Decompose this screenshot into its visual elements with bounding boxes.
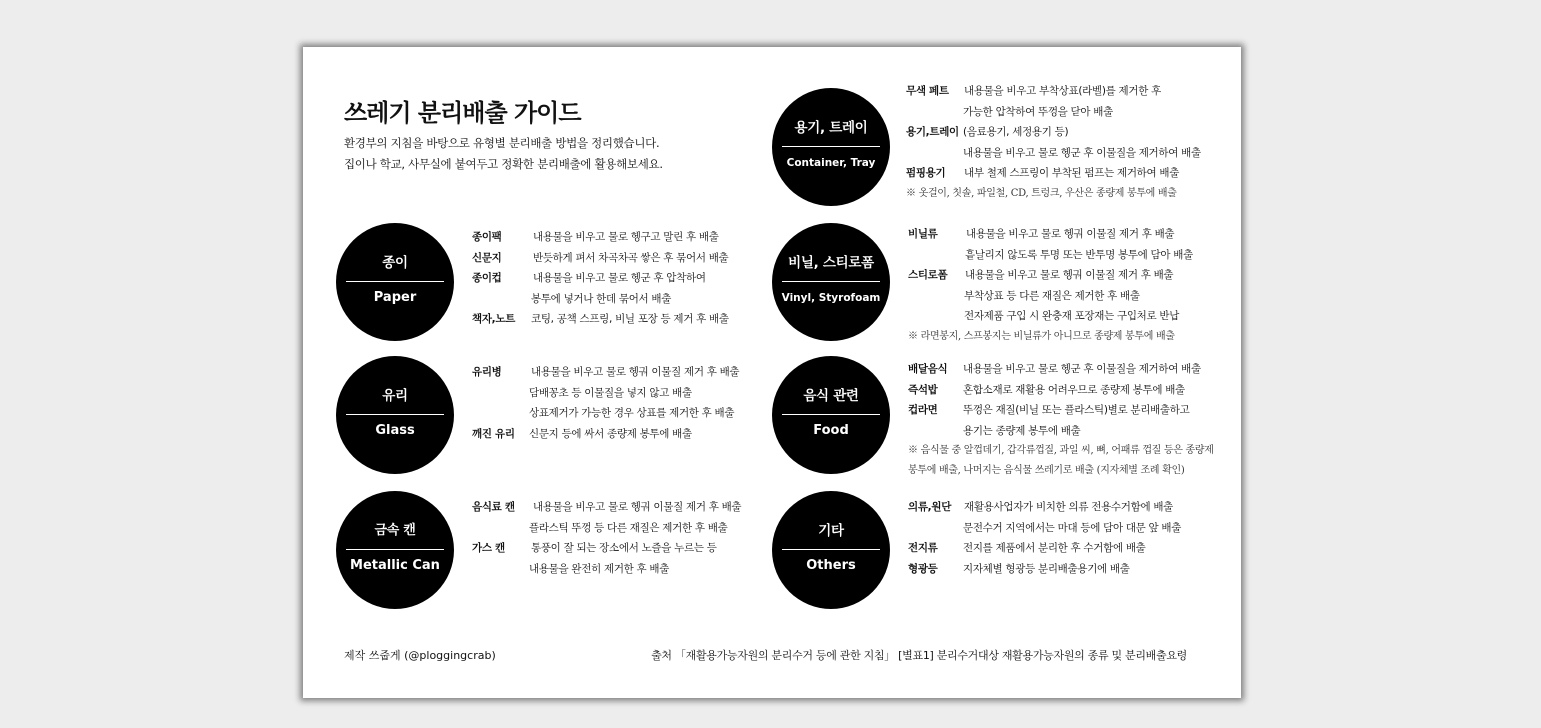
- category-list-container: [906, 81, 1201, 205]
- circle-divider: [346, 281, 444, 282]
- list-item: [908, 286, 1175, 307]
- footer-source: 출처 「재활용가능자원의 분리수거 등에 관한 지침」 [별표1] 분리수거대상 재활용가능자원의 종류 및 분리배출요령: [651, 649, 1187, 662]
- item-desc: 반듯하게 펴서 차곡차곡 쌓은 후 묶어서 배출: [533, 251, 729, 264]
- item-desc: 내용물을 비우고 물로 헹궈 이물질 제거 후 배출: [531, 366, 740, 378]
- circle-divider: [782, 549, 880, 550]
- item-desc: 내용물을 비우고 부착상표(라벨)를 제거한 후: [964, 85, 1161, 97]
- footer-credit: 제작 쓰줍게 (@ploggingcrab): [344, 649, 496, 662]
- guide-poster: [303, 47, 1241, 698]
- item-label: 가스 캔: [472, 542, 505, 555]
- item-desc: 문전수거 지역에서는 마대 등에 담아 대문 앞 배출: [963, 521, 1182, 534]
- intro-line-2: 집이나 학교, 사무실에 붙여두고 정확한 분리배출에 활용해보세요.: [344, 157, 663, 171]
- item-desc: (음료용기, 세정용기 등): [963, 126, 1069, 139]
- item-label: 책자,노트: [472, 313, 516, 326]
- category-circle-paper: [336, 223, 454, 341]
- category-circle-others: [772, 491, 890, 609]
- item-desc: 내용물을 비우고 물로 헹군 후 압착하여: [533, 272, 706, 285]
- item-desc: 담배꽁초 등 이물질을 넣지 않고 배출: [529, 386, 692, 399]
- item-desc: 상표제거가 가능한 경우 상표를 제거한 후 배출: [529, 407, 735, 420]
- list-item: [908, 224, 1175, 245]
- list-item: [908, 421, 1224, 442]
- item-desc: 뚜껑은 재질(비닐 또는 플라스틱)별로 분리배출하고: [963, 404, 1190, 417]
- category-title-ko: 비닐, 스티로폼: [788, 255, 874, 271]
- category-circle-glass: [336, 356, 454, 474]
- category-title-en: Vinyl, Styrofoam: [781, 292, 881, 304]
- item-desc: 내용물을 비우고 물로 헹군 후 이물질을 제거하여 배출: [963, 146, 1201, 159]
- category-title-en: Container, Tray: [786, 157, 876, 169]
- category-title-en: Food: [813, 423, 849, 438]
- item-desc: 전자제품 구입 시 완충재 포장재는 구입처로 반납: [964, 310, 1180, 323]
- item-desc: 흩날리지 않도록 투명 또는 반투명 봉투에 담아 배출: [965, 248, 1193, 261]
- item-label: 의류,원단: [908, 501, 952, 513]
- item-desc: 내용물을 비우고 물로 헹궈 이물질 제거 후 배출: [966, 228, 1175, 240]
- item-desc: 내용물을 비우고 물로 헹군 후 이물질을 제거하여 배출: [963, 363, 1201, 375]
- item-desc: 용기는 종량제 봉투에 배출: [963, 424, 1081, 437]
- list-item: [906, 163, 1180, 184]
- note-text: ※ 옷걸이, 칫솔, 파일철, CD, 트렁크, 우산은 종량제 봉투에 배출: [906, 187, 1177, 199]
- list-item: [908, 400, 1224, 421]
- category-title-en: Others: [806, 558, 856, 573]
- item-label: 종이컵: [472, 272, 502, 285]
- item-desc: 혼합소재로 재활용 어려우므로 종량제 봉투에 배출: [963, 383, 1185, 396]
- item-label: 형광등: [908, 562, 938, 575]
- list-item: [906, 122, 1177, 143]
- list-item: [908, 245, 1193, 266]
- list-item: [906, 102, 1177, 123]
- intro-line-1: 환경부의 지침을 바탕으로 유형별 분리배출 방법을 정리했습니다.: [344, 136, 660, 150]
- item-label: 종이팩: [472, 231, 502, 243]
- item-label: 음식료 캔: [472, 501, 515, 513]
- list-item: [908, 359, 1224, 380]
- circle-divider: [346, 414, 444, 415]
- item-desc: 코팅, 공책 스프링, 비닐 포장 등 제거 후 배출: [531, 313, 729, 326]
- item-desc: 내용물을 비우고 물로 헹궈 이물질 제거 후 배출: [533, 501, 742, 513]
- category-title-ko: 유리: [382, 388, 408, 404]
- list-item: [908, 306, 1180, 327]
- category-title-ko: 용기, 트레이: [794, 120, 868, 136]
- list-item: [908, 380, 1224, 401]
- item-label: 배달음식: [908, 363, 948, 375]
- item-label: 용기,트레이: [906, 126, 959, 139]
- item-desc: 통풍이 잘 되는 장소에서 노즐을 누르는 등: [531, 542, 717, 555]
- circle-divider: [346, 549, 444, 550]
- item-label: 깨진 유리: [472, 427, 515, 440]
- category-list-vinyl: [908, 224, 1193, 348]
- item-desc: 전지를 제품에서 분리한 후 수거함에 배출: [963, 542, 1146, 555]
- category-list-food: [908, 359, 1224, 480]
- category-circle-metal: [336, 491, 454, 609]
- item-label: 컵라면: [908, 404, 938, 417]
- category-title-en: Glass: [375, 423, 415, 438]
- item-label: 즉석밥: [908, 383, 938, 396]
- list-item: [906, 143, 1201, 164]
- category-title-ko: 기타: [818, 523, 844, 539]
- item-label: 유리병: [472, 366, 502, 378]
- category-circle-food: [772, 356, 890, 474]
- item-desc: 내용물을 비우고 물로 헹궈 이물질 제거 후 배출: [965, 269, 1174, 282]
- circle-divider: [782, 146, 880, 147]
- page-title: 쓰레기 분리배출 가이드: [344, 99, 581, 127]
- category-title-en: Metallic Can: [350, 558, 440, 573]
- item-desc: 재활용사업자가 비치한 의류 전용수거함에 배출: [964, 501, 1174, 513]
- category-circle-container: [772, 88, 890, 206]
- item-desc: 봉투에 넣거나 한데 묶어서 배출: [531, 292, 672, 305]
- item-desc: 신문지 등에 싸서 종량제 봉투에 배출: [529, 427, 692, 440]
- item-desc: 지자체별 형광등 분리배출용기에 배출: [963, 562, 1130, 575]
- list-item: [906, 81, 1177, 102]
- item-label: 무색 페트: [906, 85, 949, 97]
- category-circle-vinyl: [772, 223, 890, 341]
- category-title-ko: 금속 캔: [374, 523, 416, 538]
- item-desc: 가능한 압착하여 뚜껑을 닫아 배출: [963, 105, 1113, 118]
- category-title-en: Paper: [373, 290, 417, 305]
- item-label: 신문지: [472, 251, 502, 264]
- item-desc: 플라스틱 뚜껑 등 다른 재질은 제거한 후 배출: [529, 521, 728, 534]
- item-desc: 부착상표 등 다른 재질은 제거한 후 배출: [964, 289, 1140, 302]
- note-text: ※ 음식물 중 알껍데기, 갑각류껍질, 과일 씨, 뼈, 어패류 껍질 등은 종량제 봉투에 배출, 나머지는 음식물 쓰레기로 배출 (지자체별 조례 확인): [908, 445, 1214, 476]
- category-title-ko: 음식 관련: [803, 388, 859, 404]
- item-label: 스티로폼: [908, 269, 948, 282]
- item-desc: 내용물을 비우고 물로 헹구고 말린 후 배출: [533, 231, 719, 243]
- category-title-ko: 종이: [382, 255, 408, 271]
- circle-divider: [782, 414, 880, 415]
- note-text: ※ 라면봉지, 스프봉지는 비닐류가 아니므로 종량제 봉투에 배출: [908, 330, 1175, 342]
- item-desc: 내부 철제 스프링이 부착된 펌프는 제거하여 배출: [964, 167, 1180, 180]
- intro-text: [344, 133, 663, 175]
- item-label: 전지류: [908, 542, 938, 555]
- list-item: [908, 265, 1175, 286]
- item-label: 비닐류: [908, 228, 938, 240]
- circle-divider: [782, 281, 880, 282]
- item-label: 펌핑용기: [906, 167, 946, 180]
- item-desc: 내용물을 완전히 제거한 후 배출: [529, 562, 670, 575]
